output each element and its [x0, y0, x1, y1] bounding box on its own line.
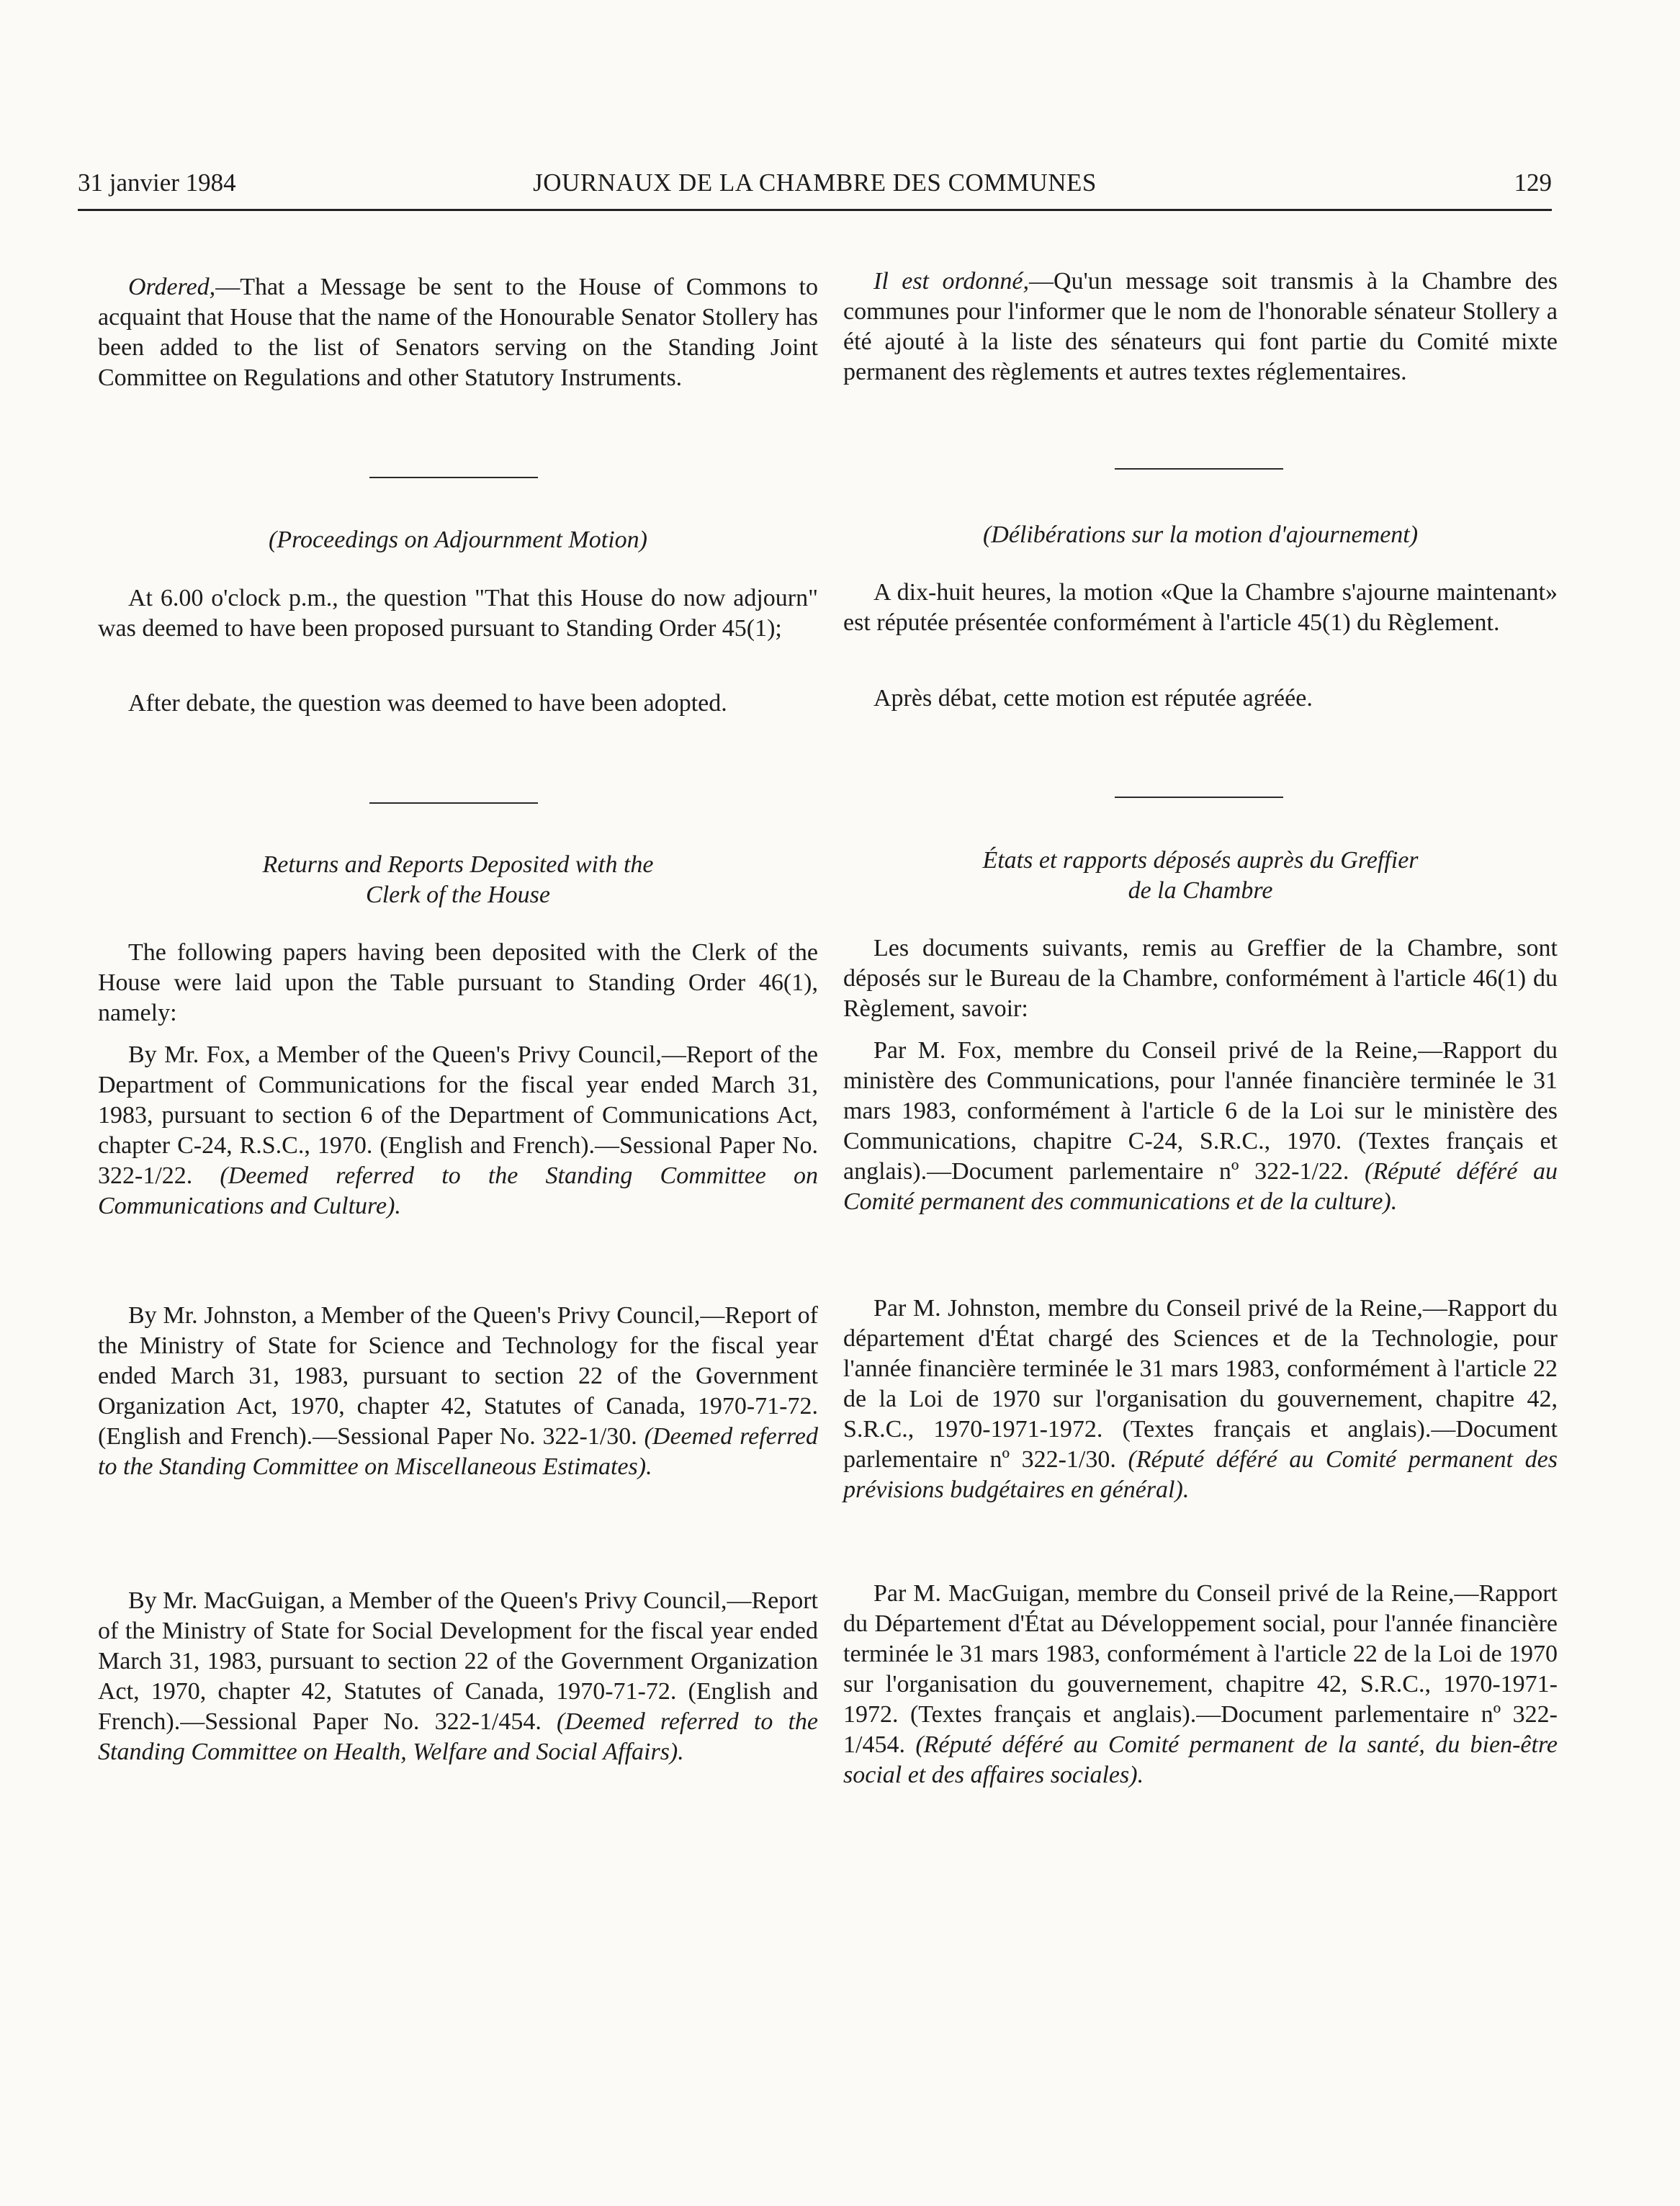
adjournment-result-fr: Après débat, cette motion est réputée agréée. — [873, 685, 1313, 712]
section-divider — [1115, 797, 1283, 798]
adjournment-heading-fr: (Délibérations sur la motion d'ajournement) — [982, 521, 1419, 548]
report-macguigan-text-en: By Mr. MacGuigan, a Member of the Queen's Privy Council,—Report of the Ministry of State for Social Development for the fiscal year ended March 31, 1983, pursuant to section 22 of the Government Organization Act, 1970, chapter 42, Statutes of Canada, 1970-71-72. (English and French).—Sessional Paper No. 322-1/454. — [98, 1587, 818, 1735]
report-fox-fr — [843, 1036, 1558, 1217]
section-divider — [369, 477, 538, 478]
message-text-en: —That a Message be sent to the House of Commons to acquaint that House that the name of the Honourable Senator Stollery has been added to the list of Senators serving on the Standing Joint Committee on Regulations and other Statutory Instruments. — [98, 274, 818, 391]
report-macguigan-en — [98, 1586, 818, 1767]
header-date: 31 janvier 1984 — [78, 169, 236, 197]
report-macguigan-text-fr: Par M. MacGuigan, membre du Conseil privé de la Reine,—Rapport du Département d'État au Développement social, pour l'année financière terminée le 31 mars 1983, conformément à l'article 22 de la Loi de 1970 sur l'organisation du gouvernement, chapitre 42, S.R.C., 1970-1971-1972. (Textes français et anglais).—Document parlementaire nº 322-1/454. — [843, 1580, 1558, 1758]
report-johnston-en — [98, 1301, 818, 1482]
report-johnston-referral-fr: (Réputé déféré au Comité permanent des prévisions budgétaires en général). — [843, 1446, 1558, 1503]
adjournment-paragraph-en: At 6.00 o'clock p.m., the question "That this House do now adjourn" was deemed to have been proposed pursuant to Standing Order 45(1); — [98, 585, 818, 642]
senate-message-paragraph-en — [98, 272, 818, 393]
adjournment-result-en: After debate, the question was deemed to have been adopted. — [128, 690, 727, 717]
adjournment-heading-en: (Proceedings on Adjournment Motion) — [269, 526, 647, 553]
report-johnston-referral-en: (Deemed referred to the Standing Committee on Miscellaneous Estimates). — [98, 1423, 818, 1480]
returns-intro-en: The following papers having been deposited with the Clerk of the House were laid upon the Table pursuant to Standing Order 46(1), namely: — [98, 939, 818, 1026]
report-johnston-text-en: By Mr. Johnston, a Member of the Queen's Privy Council,—Report of the Ministry of State for Science and Technology for the fiscal year ended March 31, 1983, pursuant to section 22 of the Government Organization Act, 1970, chapter 42, Statutes of Canada, 1970-71-72. (English and French).—Sessional Paper No. 322-1/30. — [98, 1302, 818, 1450]
header-page-number: 129 — [1514, 169, 1552, 197]
report-fox-text-en: By Mr. Fox, a Member of the Queen's Privy Council,—Report of the Department of Communications for the fiscal year ended March 31, 1983, pursuant to section 6 of the Department of Communications Act, chapter C-24, R.S.C., 1970. (English and French).—Sessional Paper No. 322-1/22. — [98, 1041, 818, 1189]
message-text-fr: —Qu'un message soit transmis à la Chambre des communes pour l'informer que le nom de l'honorable sénateur Stollery a été ajouté à la liste des sénateurs qui font partie du Comité mixte permanent des règlements et autres textes réglementaires. — [843, 268, 1558, 385]
report-fox-text-fr: Par M. Fox, membre du Conseil privé de la Reine,—Rapport du ministère des Communications, pour l'année financière terminée le 31 mars 1983, conformément à l'article 6 de la Loi sur le ministère des Communications, chapitre C-24, S.R.C., 1970. (Textes français et anglais).—Document parlementaire nº 322-1/22. — [843, 1037, 1558, 1185]
returns-heading-line2-fr: de la Chambre — [1128, 877, 1273, 904]
senate-message-paragraph-fr — [843, 266, 1558, 387]
report-macguigan-referral-en: (Deemed referred to the Standing Committee on Health, Welfare and Social Affairs). — [98, 1708, 819, 1765]
section-divider — [1115, 468, 1283, 470]
returns-heading-line2-en: Clerk of the House — [366, 882, 550, 908]
report-fox-referral-en: (Deemed referred to the Standing Committee on Communications and Culture). — [98, 1162, 818, 1219]
report-johnston-fr — [843, 1293, 1558, 1505]
report-johnston-text-fr: Par M. Johnston, membre du Conseil privé de la Reine,—Rapport du département d'État chargé des Sciences et de la Technologie, pour l'année financière terminée le 31 mars 1983, conformément à l'article 22 de la Loi de 1970 sur l'organisation du gouvernement, chapitre 42, S.R.C., 1970-1971-1972. (Textes français et anglais).—Document parlementaire nº 322-1/30. — [843, 1295, 1558, 1473]
report-fox-referral-fr: (Réputé déféré au Comité permanent des communications et de la culture). — [843, 1158, 1558, 1215]
returns-heading-line1-fr: États et rapports déposés auprès du Greffier — [982, 847, 1419, 874]
adjournment-paragraph-fr: A dix-huit heures, la motion «Que la Chambre s'ajourne maintenant» est réputée présentée conformément à l'article 45(1) du Règlement. — [843, 579, 1558, 636]
header-journal-title: JOURNAUX DE LA CHAMBRE DES COMMUNES — [533, 169, 1097, 197]
report-macguigan-referral-fr: (Réputé déféré au Comité permanent de la santé, du bien-être social et des affaires sociales). — [843, 1731, 1558, 1788]
report-macguigan-fr — [843, 1579, 1558, 1790]
message-lead-fr: Il est ordonné, — [873, 268, 1030, 295]
returns-intro-fr: Les documents suivants, remis au Greffier de la Chambre, sont déposés sur le Bureau de la Chambre, conformément à l'article 46(1) du Règlement, savoir: — [843, 935, 1558, 1022]
section-divider — [369, 802, 538, 804]
returns-heading-line1-en: Returns and Reports Deposited with the — [262, 851, 654, 878]
message-lead-en: Ordered, — [128, 274, 216, 300]
page-header — [78, 163, 1552, 211]
report-fox-en — [98, 1040, 818, 1221]
